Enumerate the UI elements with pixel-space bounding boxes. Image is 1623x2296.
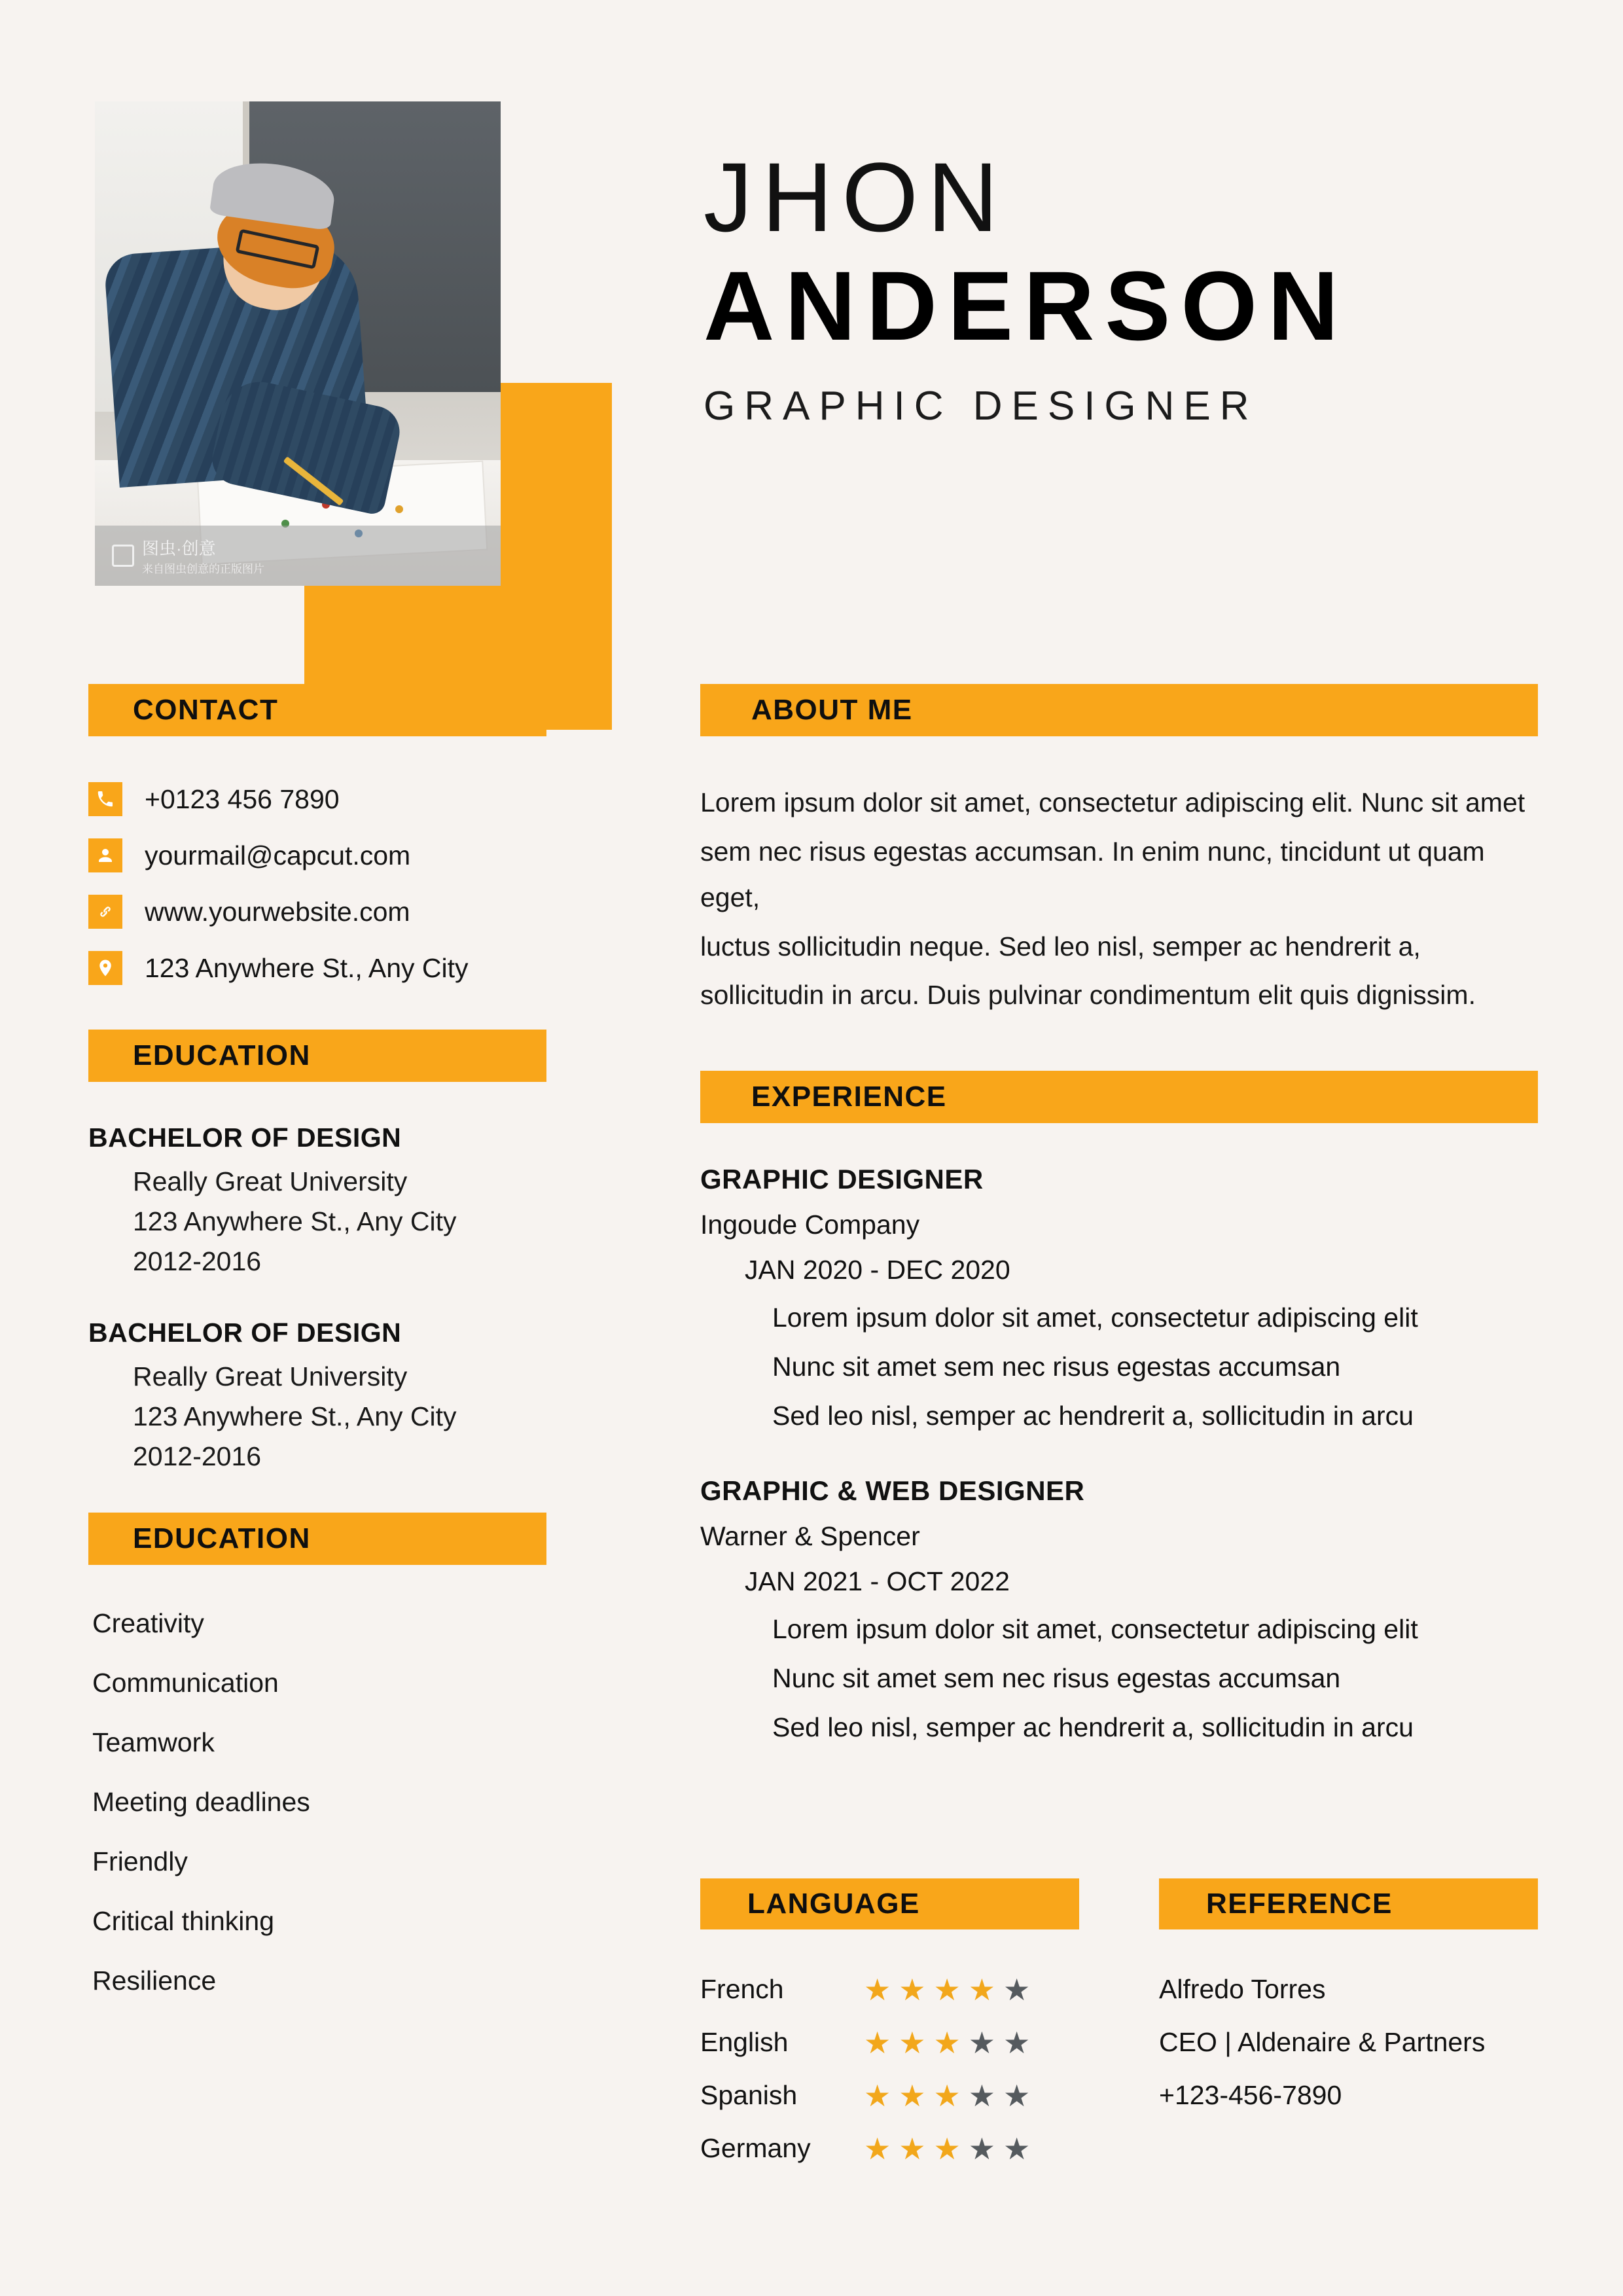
language-rating-stars: ★ ★ ★ ★ ★ [864, 2078, 1031, 2113]
about-line: sollicitudin in arcu. Duis pulvinar condimentum elit quis dignissim. [700, 980, 1476, 1011]
education-item [88, 1122, 546, 1277]
education-heading-label: EDUCATION [133, 1039, 311, 1071]
skills-list [88, 1608, 546, 1996]
contact-item-address[interactable] [88, 951, 546, 985]
experience-bullet: Nunc sit amet sem nec risus egestas accumsan [772, 1662, 1341, 1693]
list-item: Meeting deadlines [92, 1787, 310, 1817]
list-item: Resilience [92, 1965, 217, 1996]
phone-icon [88, 782, 122, 816]
list-item: Teamwork [92, 1727, 215, 1757]
education-address: 123 Anywhere St., Any City [133, 1401, 457, 1431]
reference-heading-label: REFERENCE [1206, 1888, 1393, 1920]
watermark-text: 图虫·创意 [142, 539, 216, 558]
photo-watermark [95, 526, 501, 586]
education-years: 2012-2016 [133, 1246, 262, 1276]
education-degree: BACHELOR OF DESIGN [88, 1318, 402, 1348]
language-rating-stars: ★ ★ ★ ★ ★ [864, 1972, 1031, 2007]
experience-list [700, 1164, 1538, 1746]
reference-phone: +123-456-7890 [1159, 2080, 1342, 2110]
list-item: Friendly [92, 1846, 188, 1876]
experience-section-heading [700, 1071, 1538, 1123]
language-rating-stars: ★ ★ ★ ★ ★ [864, 2131, 1031, 2166]
contact-list [88, 782, 546, 985]
experience-company: Ingoude Company [700, 1209, 920, 1240]
experience-role: GRAPHIC DESIGNER [700, 1163, 984, 1194]
experience-company: Warner & Spencer [700, 1520, 920, 1551]
language-name: French [700, 1974, 784, 2004]
experience-bullet: Nunc sit amet sem nec risus egestas accumsan [772, 1351, 1341, 1382]
experience-bullet: Sed leo nisl, semper ac hendrerit a, sollicitudin in arcu [772, 1401, 1414, 1431]
about-text [700, 780, 1538, 1018]
reference-details [1159, 1974, 1538, 2111]
link-icon [88, 895, 122, 929]
about-section-heading [700, 684, 1538, 736]
skills-section-heading [88, 1513, 546, 1565]
watermark-logo-icon [112, 545, 134, 567]
location-icon [88, 951, 122, 985]
contact-website-value: www.yourwebsite.com [145, 896, 410, 927]
language-heading-label: LANGUAGE [747, 1888, 920, 1920]
contact-section-heading [88, 684, 546, 736]
language-section-heading [700, 1878, 1079, 1929]
experience-item [700, 1164, 1538, 1435]
job-title: GRAPHIC DESIGNER [704, 384, 1258, 429]
first-name: JHON [704, 142, 1008, 252]
right-column [700, 684, 1538, 1787]
education-address: 123 Anywhere St., Any City [133, 1206, 457, 1236]
language-list [700, 1974, 1079, 2164]
reference-section-heading [1159, 1878, 1538, 1929]
skills-heading-label: EDUCATION [133, 1522, 311, 1554]
language-section [700, 1878, 1079, 2186]
experience-dates: JAN 2021 - OCT 2022 [745, 1566, 1010, 1596]
language-rating-stars: ★ ★ ★ ★ ★ [864, 2025, 1031, 2060]
experience-dates: JAN 2020 - DEC 2020 [745, 1254, 1010, 1285]
last-name: ANDERSON [704, 251, 1349, 361]
about-line: Lorem ipsum dolor sit amet, consectetur adipiscing elit. Nunc sit amet [700, 787, 1525, 817]
experience-heading-label: EXPERIENCE [751, 1080, 947, 1113]
language-name: Spanish [700, 2080, 798, 2110]
bottom-sections [700, 1878, 1538, 2186]
experience-bullet: Sed leo nisl, semper ac hendrerit a, sollicitudin in arcu [772, 1712, 1414, 1743]
contact-address-value: 123 Anywhere St., Any City [145, 952, 469, 983]
list-item: Communication [92, 1668, 279, 1698]
about-line: sem nec risus egestas accumsan. In enim nunc, tincidunt ut quam eget, [700, 836, 1485, 913]
education-school: Really Great University [133, 1361, 408, 1391]
contact-phone-value: +0123 456 7890 [145, 783, 340, 814]
language-row [700, 1974, 1079, 2005]
education-item [88, 1318, 546, 1472]
reference-position: CEO | Aldenaire & Partners [1159, 2027, 1486, 2057]
contact-heading-label: CONTACT [133, 694, 279, 726]
education-degree: BACHELOR OF DESIGN [88, 1122, 402, 1153]
user-icon [88, 838, 122, 872]
education-list [88, 1122, 546, 1472]
resume-header [0, 0, 1623, 668]
watermark-subtext: 来自图虫创意的正版图片 [142, 563, 264, 575]
education-section-heading [88, 1030, 546, 1082]
experience-bullet: Lorem ipsum dolor sit amet, consectetur adipiscing elit [772, 1613, 1418, 1644]
experience-bullet: Lorem ipsum dolor sit amet, consectetur adipiscing elit [772, 1302, 1418, 1333]
list-item: Creativity [92, 1608, 204, 1638]
photo-dot [395, 505, 403, 513]
experience-item [700, 1475, 1538, 1746]
contact-item-website[interactable] [88, 895, 546, 929]
left-column [88, 684, 546, 2025]
language-row [700, 2133, 1079, 2164]
language-name: English [700, 2027, 789, 2057]
experience-role: GRAPHIC & WEB DESIGNER [700, 1475, 1085, 1506]
name-block [704, 142, 1554, 429]
profile-photo-block [95, 101, 501, 586]
education-years: 2012-2016 [133, 1441, 262, 1471]
contact-item-email[interactable] [88, 838, 546, 872]
profile-photo [95, 101, 501, 586]
language-name: Germany [700, 2133, 811, 2163]
language-row [700, 2080, 1079, 2111]
contact-email-value: yourmail@capcut.com [145, 840, 411, 870]
language-row [700, 2027, 1079, 2058]
education-school: Really Great University [133, 1166, 408, 1196]
about-heading-label: ABOUT ME [751, 694, 913, 726]
about-line: luctus sollicitudin neque. Sed leo nisl, semper ac hendrerit a, [700, 931, 1421, 961]
list-item: Critical thinking [92, 1906, 274, 1936]
reference-section [1159, 1878, 1538, 2186]
contact-item-phone[interactable] [88, 782, 546, 816]
reference-name: Alfredo Torres [1159, 1974, 1326, 2004]
